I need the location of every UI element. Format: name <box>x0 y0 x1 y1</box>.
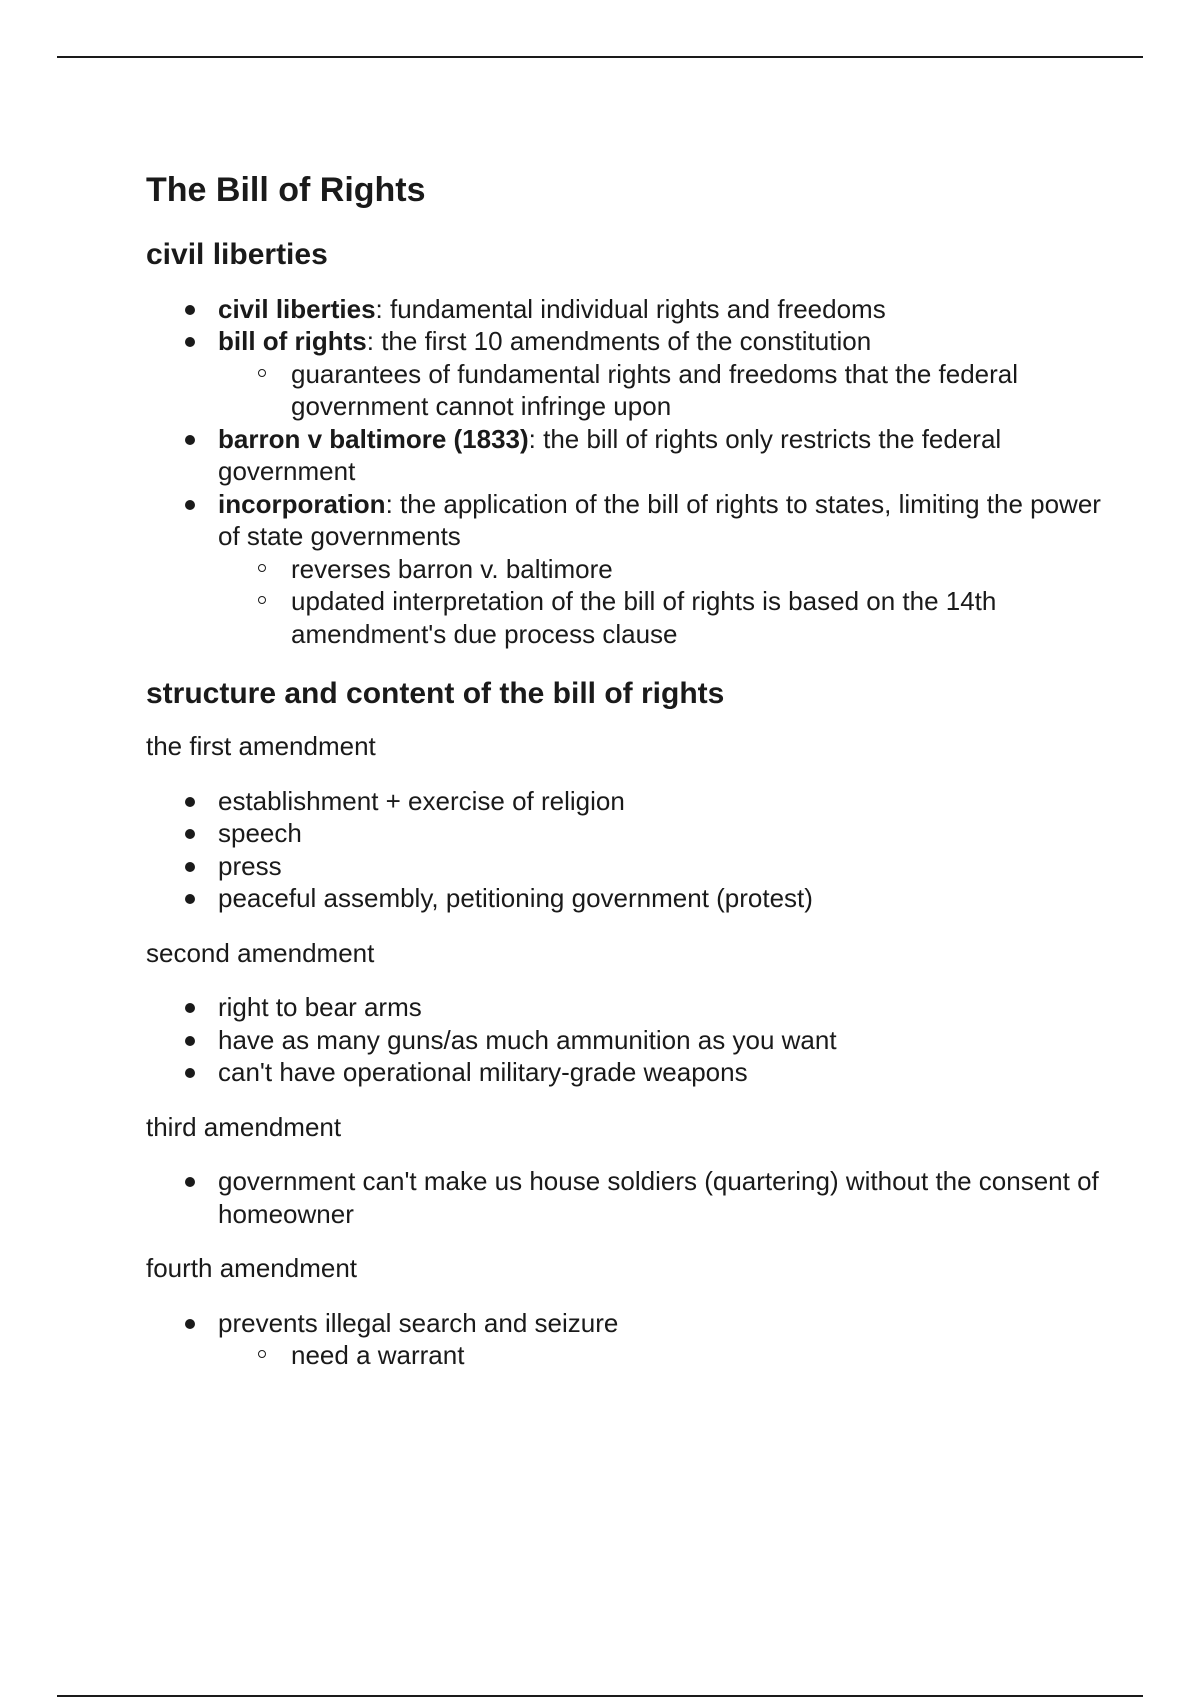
definition: : the application of the bill of rights to states, limiting the power of state governments <box>218 488 1101 552</box>
list-item: right to bear arms <box>146 991 1106 1024</box>
sub-list <box>218 1339 1106 1372</box>
list-item: have as many guns/as much ammunition as you want <box>146 1024 1106 1057</box>
amendment-heading-first: the first amendment <box>146 731 376 762</box>
sub-list-item: guarantees of fundamental rights and freedoms that the federal government cannot infringe upon <box>146 358 1106 423</box>
sub-list <box>218 358 1106 423</box>
list-item <box>146 1307 1106 1372</box>
list-item: can't have operational military-grade weapons <box>146 1056 1106 1089</box>
section-heading-structure: structure and content of the bill of rights <box>146 677 725 711</box>
term: incorporation <box>218 488 386 519</box>
list-item <box>146 488 1106 651</box>
amendment-heading-third: third amendment <box>146 1111 342 1142</box>
definition: : the bill of rights only restricts the federal government <box>218 423 1002 487</box>
list-item-text: prevents illegal search and seizure <box>218 1307 619 1338</box>
list-item: government can't make us house soldiers (quartering) without the consent of homeowner <box>146 1165 1106 1230</box>
definition: : the first 10 amendments of the constitution <box>366 326 872 357</box>
third-amendment-list <box>146 1165 1106 1230</box>
sub-list-item: need a warrant <box>146 1339 1106 1372</box>
list-item <box>146 325 1106 423</box>
sub-list-item: reverses barron v. baltimore <box>146 553 1106 586</box>
sub-list <box>218 553 1106 651</box>
list-item: speech <box>146 817 1106 850</box>
amendment-heading-second: second amendment <box>146 937 375 968</box>
definition: : fundamental individual rights and freedoms <box>375 293 886 324</box>
term: civil liberties <box>218 293 376 324</box>
civil-liberties-list <box>146 293 1106 651</box>
term: bill of rights <box>218 326 367 357</box>
list-item <box>146 293 1106 326</box>
top-rule <box>57 56 1143 58</box>
page-title: The Bill of Rights <box>146 171 426 209</box>
fourth-amendment-list <box>146 1307 1106 1372</box>
sub-list-item: updated interpretation of the bill of rights is based on the 14th amendment's due process clause <box>146 585 1106 650</box>
first-amendment-list <box>146 785 1106 915</box>
section-heading-civil-liberties: civil liberties <box>146 237 328 271</box>
second-amendment-list <box>146 991 1106 1089</box>
bottom-rule <box>57 1695 1143 1697</box>
term: barron v baltimore (1833) <box>218 423 529 454</box>
list-item: press <box>146 850 1106 883</box>
amendment-heading-fourth: fourth amendment <box>146 1253 358 1284</box>
list-item <box>146 423 1106 488</box>
list-item: peaceful assembly, petitioning government (protest) <box>146 882 1106 915</box>
document-body <box>146 170 1106 1394</box>
list-item: establishment + exercise of religion <box>146 785 1106 818</box>
